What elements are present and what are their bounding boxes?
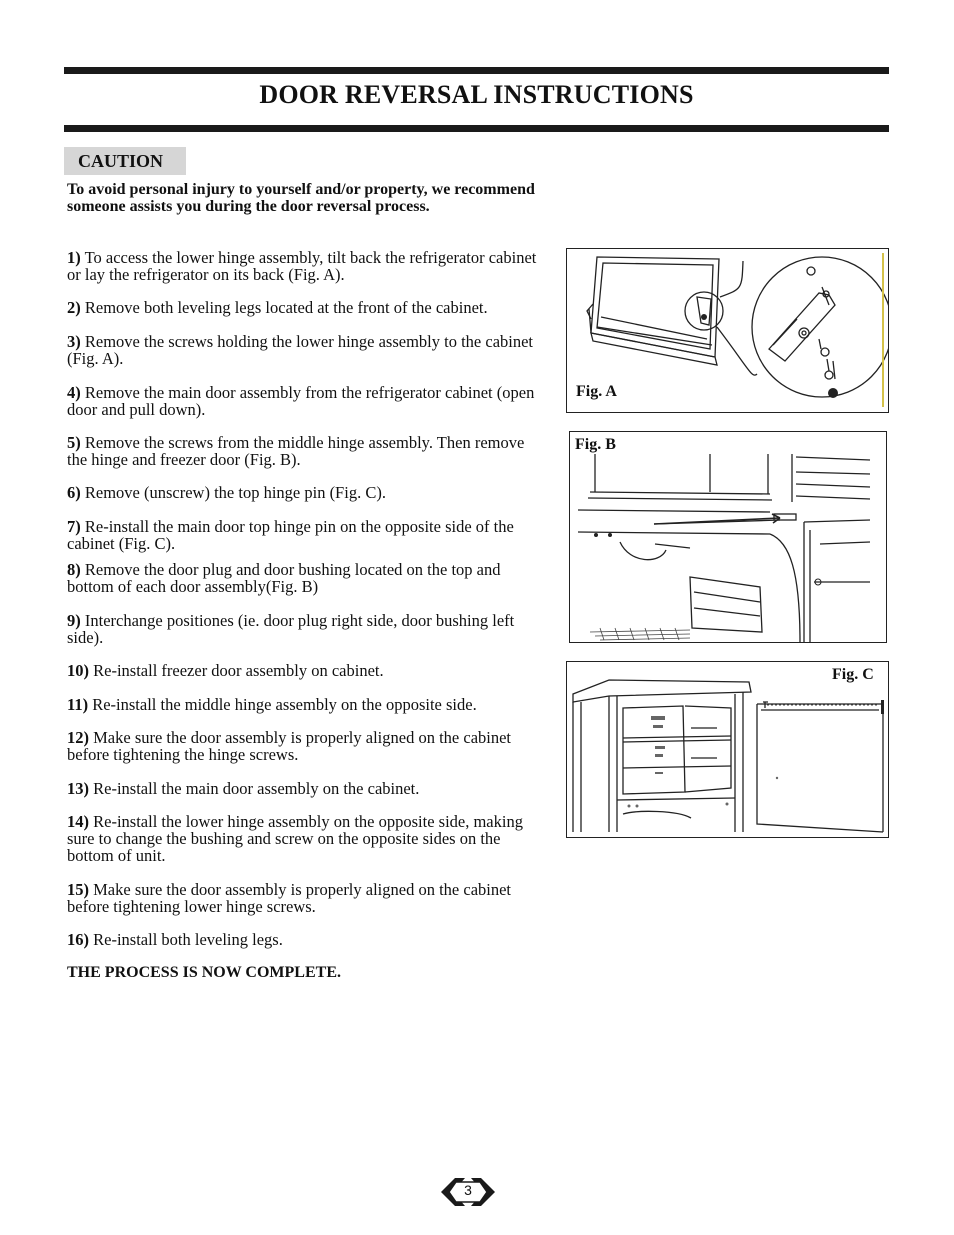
- step-9: [67, 612, 547, 646]
- step-text: To access the lower hinge assembly, tilt back the refrigerator cabinet or lay the refrigerator on its back (Fig. A).: [67, 248, 537, 284]
- step-6: [67, 484, 547, 501]
- step-number: 4): [67, 383, 81, 402]
- step-7: [67, 518, 547, 552]
- page-number-badge: [439, 1172, 497, 1212]
- figure-c: [566, 661, 889, 838]
- step-text: Remove the screws holding the lower hinge assembly to the cabinet (Fig. A).: [67, 332, 534, 368]
- caution-text: To avoid personal injury to yourself and/or property, we recommend someone assists you during the door reversal process.: [67, 181, 535, 215]
- step-text: Re-install the main door top hinge pin on the opposite side of the cabinet (Fig. C).: [67, 517, 514, 553]
- step-4: [67, 384, 547, 418]
- step-12: [67, 729, 547, 763]
- step-text: Remove the door plug and door bushing located on the top and bottom of each door assembly(Fig. B): [67, 560, 501, 596]
- step-number: 9): [67, 611, 81, 630]
- step-1: [67, 249, 547, 283]
- step-number: 12): [67, 728, 89, 747]
- completion-note: THE PROCESS IS NOW COMPLETE.: [67, 964, 341, 981]
- step-15: [67, 881, 547, 915]
- step-number: 5): [67, 433, 81, 452]
- caution-label: CAUTION: [64, 147, 186, 175]
- figure-a-label: Fig. A: [576, 383, 617, 400]
- step-14: [67, 813, 547, 864]
- figure-b-label: Fig. B: [575, 436, 616, 453]
- step-text: Remove both leveling legs located at the front of the cabinet.: [80, 298, 488, 317]
- step-text: Remove (unscrew) the top hinge pin (Fig. C).: [80, 483, 386, 502]
- step-11: [67, 696, 547, 713]
- step-8: [67, 561, 547, 595]
- step-13: [67, 780, 547, 797]
- step-2: [67, 299, 547, 316]
- page-title: DOOR REVERSAL INSTRUCTIONS: [259, 80, 694, 109]
- figure-b: [569, 431, 887, 643]
- step-text: Make sure the door assembly is properly aligned on the cabinet before tightening the hinge screws.: [67, 728, 512, 764]
- step-text: Re-install the main door assembly on the cabinet.: [89, 779, 420, 798]
- page-number: 3: [464, 1182, 472, 1198]
- step-text: Remove the screws from the middle hinge assembly. Then remove the hinge and freezer door (Fig. B).: [67, 433, 525, 469]
- step-text: Re-install the middle hinge assembly on the opposite side.: [88, 695, 477, 714]
- middle-hinge-illustration: [570, 432, 886, 642]
- step-text: Re-install the lower hinge assembly on the opposite side, making sure to change the bushing and screw on the opposite sides on the bottom of unit.: [67, 812, 523, 865]
- step-16: [67, 931, 547, 948]
- step-number: 1): [67, 248, 81, 267]
- step-text: Interchange positiones (ie. door plug right side, door bushing left side).: [67, 611, 515, 647]
- step-3: [67, 333, 547, 367]
- step-number: 8): [67, 560, 81, 579]
- step-number: 7): [67, 517, 81, 536]
- step-text: Make sure the door assembly is properly aligned on the cabinet before tightening lower hinge screws.: [67, 880, 512, 916]
- step-number: 13): [67, 779, 89, 798]
- step-text: Re-install freezer door assembly on cabinet.: [89, 661, 384, 680]
- step-number: 11): [67, 695, 89, 714]
- step-number: 15): [67, 880, 89, 899]
- figure-a: [566, 248, 889, 413]
- figure-c-label: Fig. C: [832, 666, 874, 683]
- step-text: Re-install both leveling legs.: [89, 930, 283, 949]
- step-5: [67, 434, 547, 468]
- step-number: 16): [67, 930, 89, 949]
- step-number: 3): [67, 332, 81, 351]
- step-number: 14): [67, 812, 89, 831]
- step-text: Remove the main door assembly from the refrigerator cabinet (open door and pull down).: [67, 383, 535, 419]
- step-number: 6): [67, 483, 81, 502]
- step-number: 2): [67, 298, 81, 317]
- top-hinge-pin-illustration: [567, 662, 888, 837]
- step-10: [67, 662, 547, 679]
- top-rule: [64, 67, 889, 74]
- step-number: 10): [67, 661, 89, 680]
- title-bottom-rule: [64, 125, 889, 132]
